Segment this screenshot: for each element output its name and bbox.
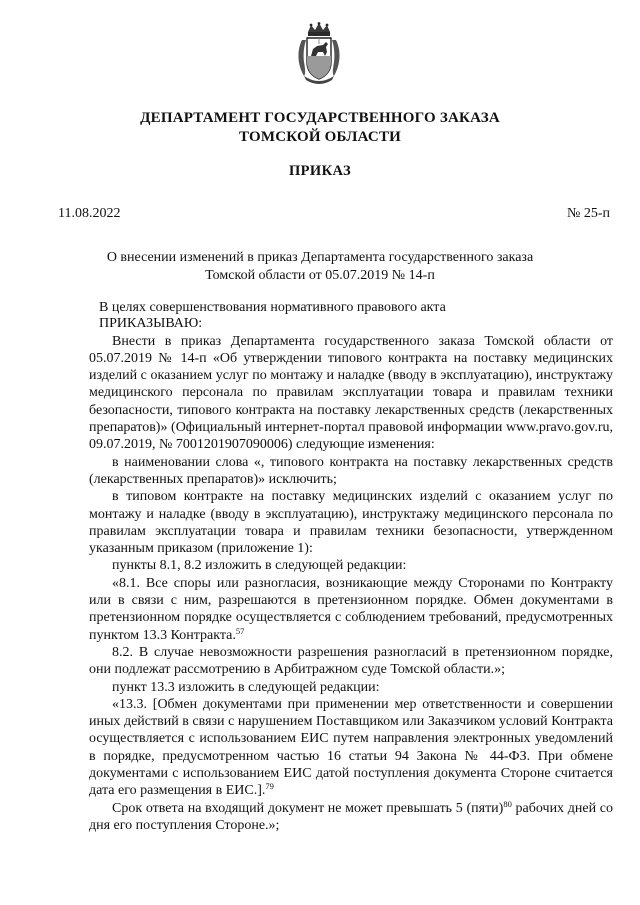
response-term-text-b: рабочих дней со дня его поступления Стороне.»; xyxy=(89,800,613,833)
clause-13-3-intro: пункт 13.3 изложить в следующей редакции: xyxy=(112,679,380,695)
document-type: ПРИКАЗ xyxy=(288,163,352,179)
order-date: 11.08.2022 xyxy=(58,206,121,221)
order-subject xyxy=(100,249,540,285)
clause-13-3-text: «13.3. [Обмен документами при применении мер ответственности и совершении иных действий в связи с нарушением Поставщиком или Заказчиком условий Контракта осуществляется с использованием ЕИС путем направления электронных уведомлений в порядке, предусмотренном частью 16 статьи 94 Закона № 44-ФЗ. При обмене документами с использованием ЕИС датой поступления документа Стороне считается дата его размещения в ЕИС.]. xyxy=(89,696,613,799)
clause-13-3 xyxy=(89,696,613,800)
order-subject-line1: О внесении изменений в приказ Департамента государственного заказа xyxy=(106,250,534,265)
order-body xyxy=(89,299,613,834)
response-term-text-a: Срок ответа на входящий документ не может превышать 5 (пяти) xyxy=(112,800,504,816)
clauses-8-intro: пункты 8.1, 8.2 изложить в следующей редакции: xyxy=(112,558,407,574)
title-amendment-paragraph: в наименовании слова «, типового контракта на поставку лекарственных средств (лекарственных препаратов)» исключить; xyxy=(89,454,613,487)
clause-8-1 xyxy=(89,575,613,644)
department-name-line2: ТОМСКОЙ ОБЛАСТИ xyxy=(238,129,402,145)
order-subject-line2: Томской области от 05.07.2019 № 14-п xyxy=(205,268,435,283)
preamble-paragraph: В целях совершенствования нормативного правового акта xyxy=(99,300,446,315)
department-name-line1: ДЕПАРТАМЕНТ ГОСУДАРСТВЕННОГО ЗАКАЗА xyxy=(140,110,500,126)
response-term-paragraph xyxy=(89,800,613,835)
department-name xyxy=(0,109,640,147)
footnote-ref-57: 57 xyxy=(235,625,245,636)
contract-amendment-paragraph: в типовом контракте на поставку медицинских изделий с оказанием услуг по монтажу и наладке (вводу в эксплуатацию), инструктажу медицинского персонала по правилам эксплуатации товара и правилам техники безопасности, утвержденном указанным приказом (приложение 1): xyxy=(89,489,613,557)
order-number: № 25-п xyxy=(566,206,610,221)
tomsk-region-coat-of-arms xyxy=(296,22,342,88)
order-directive: ПРИКАЗЫВАЮ: xyxy=(99,316,203,332)
amendment-intro-paragraph: Внести в приказ Департамента государственного заказа Томской области от 05.07.2019 № 14-п «Об утверждении типового контракта на поставку медицинских изделий с оказанием услуг по монтажу и наладке (вводу в эксплуатацию), инструктажу медицинского персонала по правилам эксплуатации товара и правилам техники безопасности, типового контракта на поставку лекарственных средств (лекарственных препаратов)» (Официальный интернет-портал правовой информации www.pravo.gov.ru, 09.07.2019, № 7001201907090006) следующие изменения: xyxy=(89,333,613,453)
footnote-ref-79: 79 xyxy=(265,781,274,792)
footnote-ref-80: 80 xyxy=(503,798,512,809)
clause-8-2: 8.2. В случае невозможности разрешения разногласий в претензионном порядке, они подлежат рассмотрению в Арбитражном суде Томской области.»; xyxy=(89,644,613,678)
clause-8-1-text: «8.1. Все споры или разногласия, возникающие между Сторонами по Контракту или в связи с ним, разрешаются в претензионном порядке. Обмен документами в претензионном порядке осуществляется с соблюдением требований, предусмотренных пунктом 13.3 Контракта. xyxy=(89,575,613,643)
